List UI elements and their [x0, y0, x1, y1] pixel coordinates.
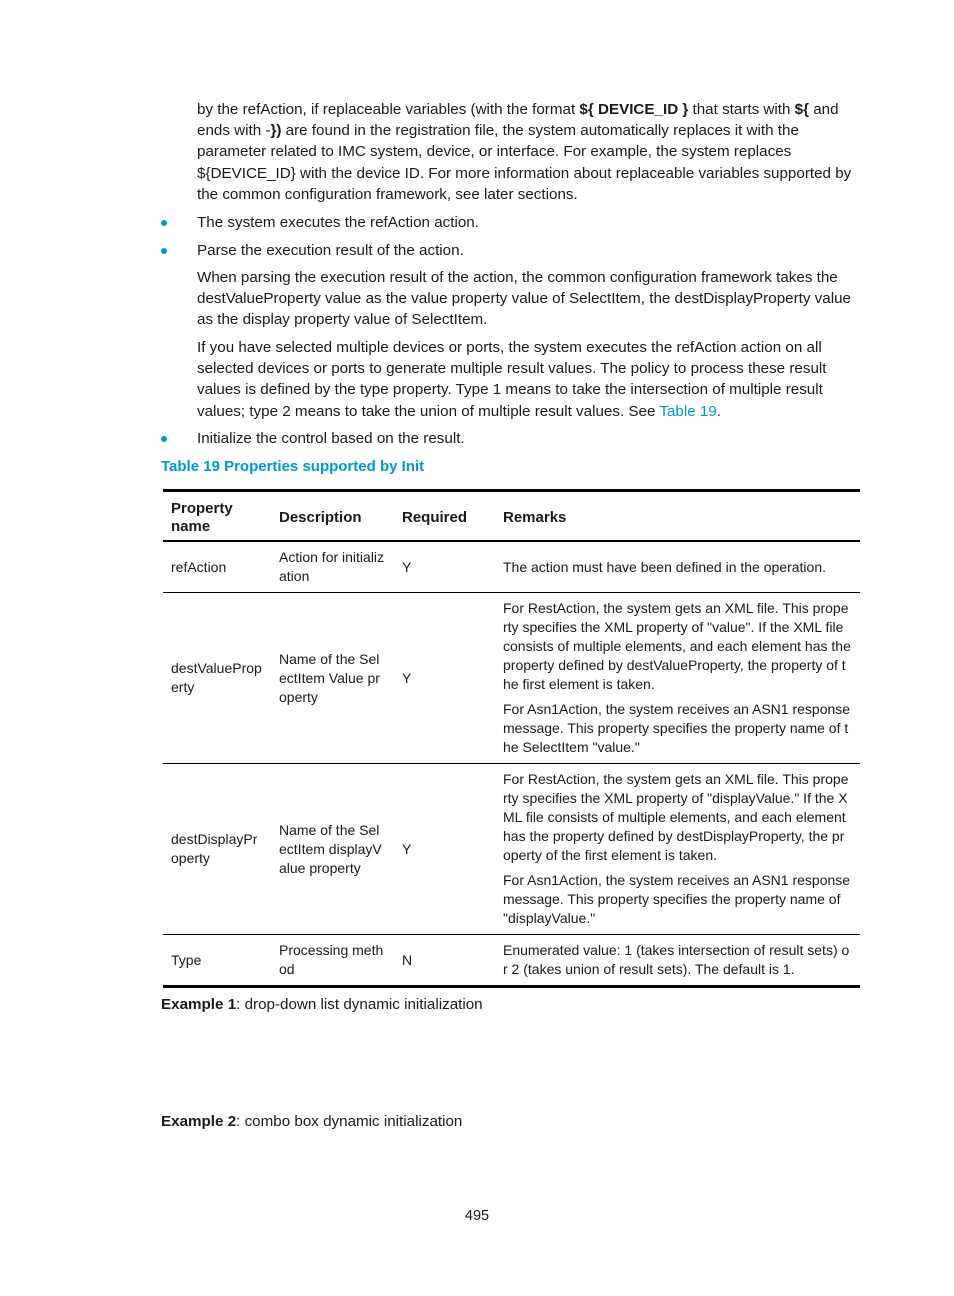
cell-description: Name of the SelectItem Value property: [279, 650, 380, 705]
device-id-token: ${ DEVICE_ID }: [579, 101, 689, 118]
example-2: [161, 1113, 462, 1130]
cell-remarks: [495, 541, 860, 593]
header-property: Property name: [171, 500, 233, 535]
example-text: : combo box dynamic initialization: [236, 1113, 463, 1130]
cell-property: Type: [171, 951, 202, 968]
header-remarks: Remarks: [503, 509, 567, 526]
cell-description: Processing method: [279, 942, 384, 977]
properties-table: [163, 489, 860, 988]
bullet-dot: [161, 220, 167, 226]
cell-description: Action for initialization: [279, 549, 385, 584]
remark-text: For RestAction, the system gets an XML file. This property specifies the XML property of "value". If the XML file consists of multiple elements, and each element has the property defined by destValueProperty, the property of the first element is taken.: [503, 600, 851, 692]
remark-text: For Asn1Action, the system receives an ASN1 response message. This property specifies the property name of "displayValue.": [503, 872, 851, 926]
intro-text: that starts with: [688, 101, 795, 118]
bullet-execute: The system executes the refAction action.: [197, 214, 479, 231]
paragraph-text: If you have selected multiple devices or ports, the system executes the refAction action on all selected devices or ports to generate multiple result values. The policy to process these result values is defined by the type property. Type 1 means to take the intersection of multiple result values; type 2 means to take the union of multiple result values. See: [197, 339, 827, 420]
intro-paragraph: [197, 99, 867, 205]
intro-text: by the refAction, if replaceable variables (with the format: [197, 101, 580, 118]
multi-device-paragraph: [197, 337, 867, 422]
open-token: ${: [794, 101, 810, 118]
table-row: [163, 541, 860, 593]
example-text: : drop-down list dynamic initialization: [236, 996, 483, 1013]
close-token: }): [270, 122, 282, 140]
table-caption: Table 19 Properties supported by Init: [161, 458, 425, 475]
table-row: [163, 935, 860, 987]
intro-text: are found in the registration file, the system automatically replaces it with the parameter related to IMC system, device, or interface. For example, the system replaces ${DEVICE_ID} with the device ID. For more information about replaceable variables supported by the common configuration framework, see later sections.: [197, 122, 852, 203]
cell-property: destDisplayProperty: [171, 831, 258, 866]
table-19-link[interactable]: Table 19: [659, 402, 717, 420]
table-row: [163, 764, 860, 935]
remark-text: For Asn1Action, the system receives an ASN1 response message. This property specifies the property name of the SelectItem "value.": [503, 701, 851, 755]
cell-description: Name of the SelectItem displayValue property: [279, 821, 382, 876]
page-number: 495: [464, 1208, 490, 1224]
header-required: Required: [402, 509, 468, 526]
cell-required: Y: [402, 669, 412, 686]
cell-property: destValueProperty: [171, 660, 262, 695]
remark-text: Enumerated value: 1 (takes intersection of result sets) or 2 (takes union of result sets). The default is 1.: [503, 942, 850, 977]
cell-required: N: [402, 951, 413, 968]
example-label: Example 1: [161, 996, 237, 1013]
example-label: Example 2: [161, 1113, 237, 1130]
table-row: [163, 593, 860, 764]
cell-required: Y: [402, 558, 412, 575]
intro-text: and ends with -: [197, 101, 839, 140]
remark-text: For RestAction, the system gets an XML file. This property specifies the XML property of "displayValue." If the XML file consists of multiple elements, and each element has the property defined by destDisplayProperty, the property of the first element is taken.: [503, 771, 849, 863]
parse-paragraph: When parsing the execution result of the action, the common configuration framework takes the destValueProperty value as the value property value of SelectItem, the destDisplayProperty value as the display property value of SelectItem.: [197, 269, 851, 329]
cell-required: Y: [402, 840, 412, 857]
paragraph-text: .: [716, 402, 722, 420]
cell-property: refAction: [171, 558, 227, 575]
cell-remarks: [495, 593, 860, 764]
example-1: [161, 996, 483, 1013]
bullet-dot: [161, 248, 167, 254]
cell-remarks: [495, 764, 860, 935]
table-header-row: [163, 491, 860, 542]
cell-remarks: [495, 935, 860, 987]
bullet-dot: [161, 436, 167, 442]
bullet-parse: Parse the execution result of the action.: [197, 242, 464, 259]
remark-text: The action must have been defined in the operation.: [503, 558, 826, 575]
bullet-initialize: Initialize the control based on the result.: [197, 430, 465, 447]
header-description: Description: [279, 509, 362, 526]
